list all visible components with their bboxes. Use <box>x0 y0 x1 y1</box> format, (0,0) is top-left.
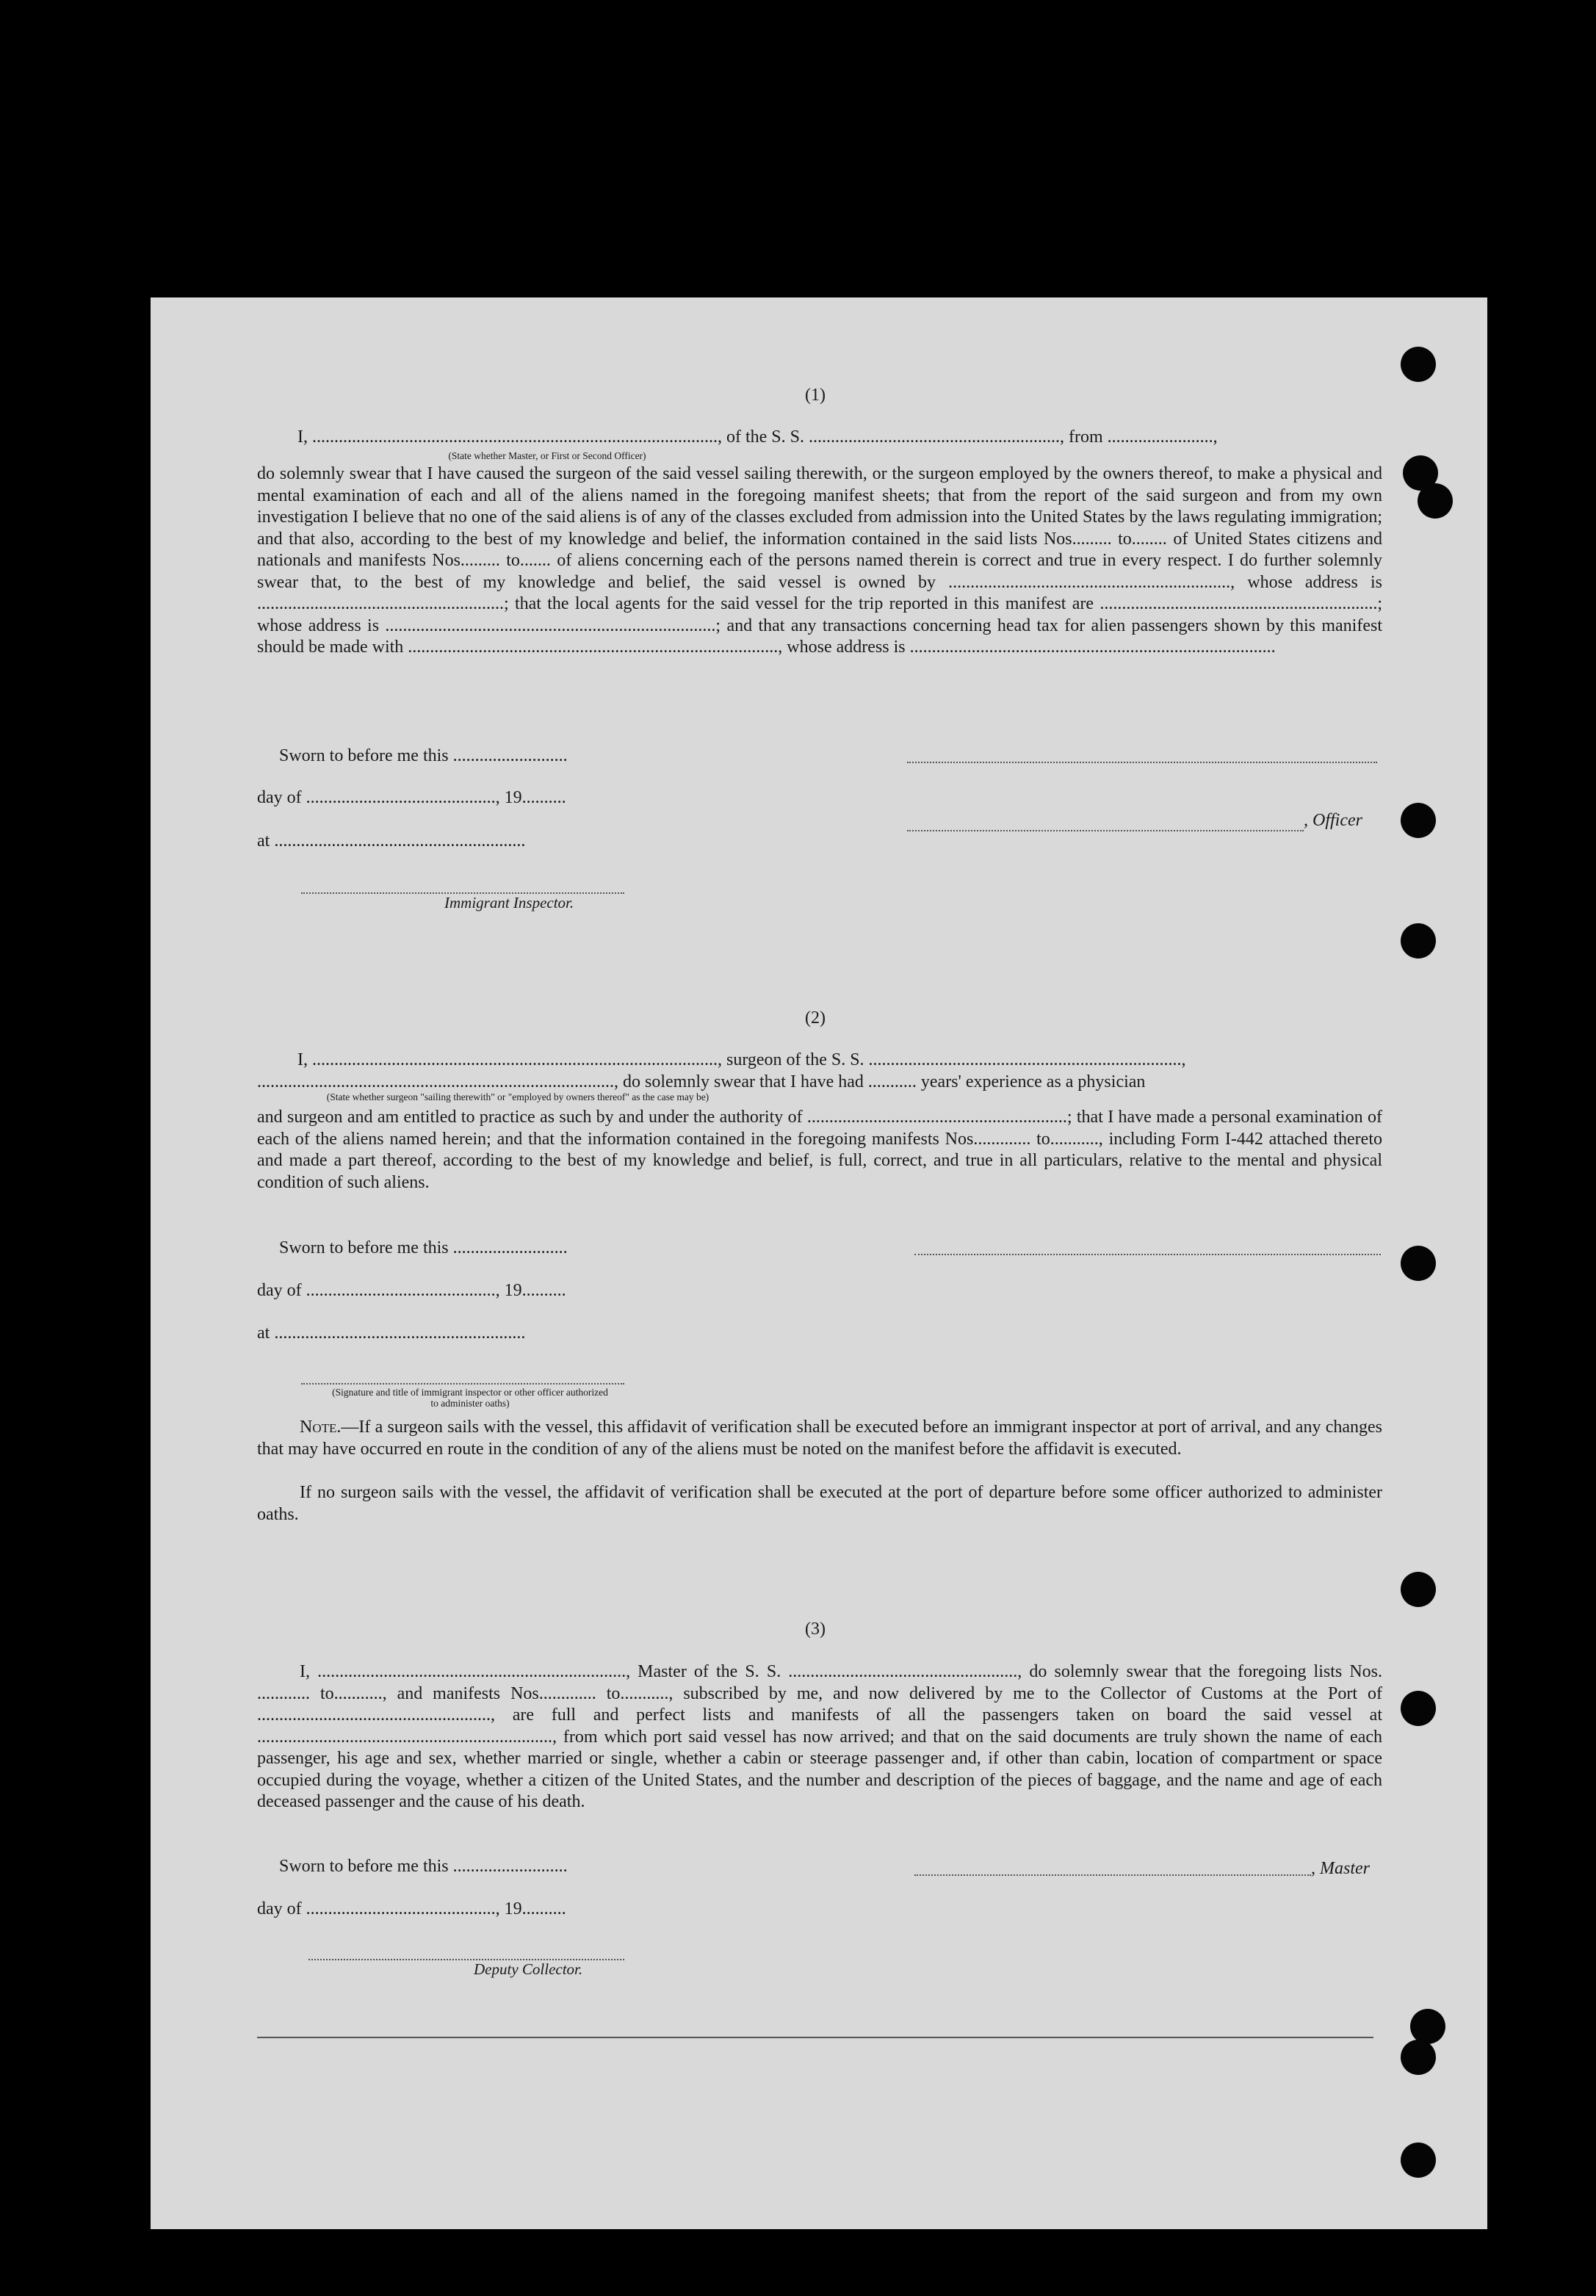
master-line <box>914 1874 1311 1876</box>
section-3-master: , Master <box>1311 1859 1370 1878</box>
section-2-number: (2) <box>805 1008 826 1028</box>
section-3-collector: Deputy Collector. <box>474 1960 583 1978</box>
section-1-caption: (State whether Master, or First or Second Officer) <box>448 450 646 461</box>
section-1-day: day of ..........................................., 19.......... <box>257 788 566 807</box>
section-1-inspector: Immigrant Inspector. <box>444 894 574 911</box>
note-heading: Note. <box>300 1418 342 1437</box>
binder-hole <box>1401 803 1436 838</box>
note-text-1: —If a surgeon sails with the vessel, this affidavit of verification shall be executed before an immigrant inspector at port of arrival, and any changes that may have occurred en route in the condition of any of the aliens must be noted on the manifest before the affidavit is executed. <box>257 1418 1382 1459</box>
section-1-sworn: Sworn to before me this .......................... <box>279 746 568 765</box>
binder-hole <box>1401 1246 1436 1281</box>
section-1-officer: , Officer <box>1304 811 1362 830</box>
binder-hole <box>1418 483 1453 519</box>
section-2-caption: (State whether surgeon "sailing therewith" or "employed by owners thereof" as the case may be) <box>326 1091 709 1102</box>
signature-line-1 <box>907 762 1377 763</box>
section-2-at: at ......................................................... <box>257 1324 526 1343</box>
section-2-note <box>257 1417 1382 1460</box>
section-3-day: day of ..........................................., 19.......... <box>257 1899 566 1918</box>
section-3-body: I, ......................................................................, Master of the S. S. ...................................................., do solemnly swear that the foregoing lists Nos. ............ to..........., and manifests Nos............. to..........., subscribed by me, and now delivered by me to the Collector of Customs at the Port of ....................................................., are full and perfect lists and manifests of all the passengers taken on board the said vessel at ..................................................................., from which port said vessel has now arrived; and that on the said documents are truly shown the name of each passenger, his age and sex, whether married or single, whether a cabin or steerage passenger and, if other than cabin, location of compartment or space occupied during the voyage, whether a citizen of the United States, and the number and description of the pieces of baggage, and the name and age of each deceased passenger and the cause of his death. <box>257 1662 1382 1811</box>
binder-hole <box>1410 2009 1445 2044</box>
section-2-body: and surgeon and am entitled to practice as such by and under the authority of ...........................................................; that I have made a personal examination of each of the aliens named herein; and that the information contained in the foregoing manifests Nos............. to..........., including Form I-442 attached thereto and made a part thereof, according to the best of my knowledge and belief, is full, correct, and true in all particulars, relative to the mental and physical condition of such aliens. <box>257 1108 1382 1192</box>
inspector-line-2 <box>301 1383 624 1385</box>
binder-hole <box>1401 1572 1436 1607</box>
section-1-body: do solemnly swear that I have caused the surgeon of the said vessel sailing therewith, or the surgeon employed by the owners thereof, to make a physical and mental examination of each and all of the aliens named in the foregoing manifest sheets; that from the report of the said surgeon and from my own investigation I believe that no one of the said aliens is of any of the classes excluded from admission into the United States by the laws regulating immigration; and that also, according to the best of my knowledge and belief, the information contained in the said lists Nos......... to........ of United States citizens and nationals and manifests Nos......... to....... of aliens concerning each of the persons named therein is correct and true in every respect. I do further solemnly swear that, to the best of my knowledge and belief, the said vessel is owned by ................................................................, whose address is ........................................................; that the local agents for the said vessel for the trip reported in this manifest are ...............................................................; whose address is ...........................................................................; and that any transactions concerning head tax for alien passengers shown by this manifest should be made with ...................................................................................., whose address is ................................................................................... <box>257 464 1382 657</box>
section-2-note-2: If no surgeon sails with the vessel, the affidavit of verification shall be executed at the port of departure before some officer authorized to administer oaths. <box>257 1483 1382 1524</box>
section-1-line1: I, ............................................................................................, of the S. S. ........................................................., from ........................, <box>297 427 1218 447</box>
section-1-number: (1) <box>805 386 826 405</box>
section-2-line1: I, ............................................................................................, surgeon of the S. S. ......................................................................., <box>297 1050 1186 1069</box>
binder-hole <box>1401 2040 1436 2075</box>
section-2-sig-caption: (Signature and title of immigrant inspector or other officer authorized to administer oaths) <box>332 1387 608 1409</box>
binder-hole <box>1401 923 1436 959</box>
section-3-number: (3) <box>805 1620 826 1639</box>
signature-line-2 <box>914 1254 1381 1255</box>
section-1-at: at ......................................................... <box>257 831 526 851</box>
section-3-sworn: Sworn to before me this .......................... <box>279 1857 568 1876</box>
section-2-sworn: Sworn to before me this .......................... <box>279 1238 568 1257</box>
binder-hole <box>1401 347 1436 382</box>
section-2-day: day of ..........................................., 19.......... <box>257 1281 566 1300</box>
section-2-line2: ................................................................................., do solemnly swear that I have had ........... years' experience as a physician <box>257 1072 1146 1091</box>
officer-line <box>907 830 1304 831</box>
binder-hole <box>1401 1691 1436 1726</box>
binder-hole <box>1401 2142 1436 2178</box>
manifest-page <box>151 297 1487 2229</box>
bottom-rule <box>257 2037 1373 2038</box>
